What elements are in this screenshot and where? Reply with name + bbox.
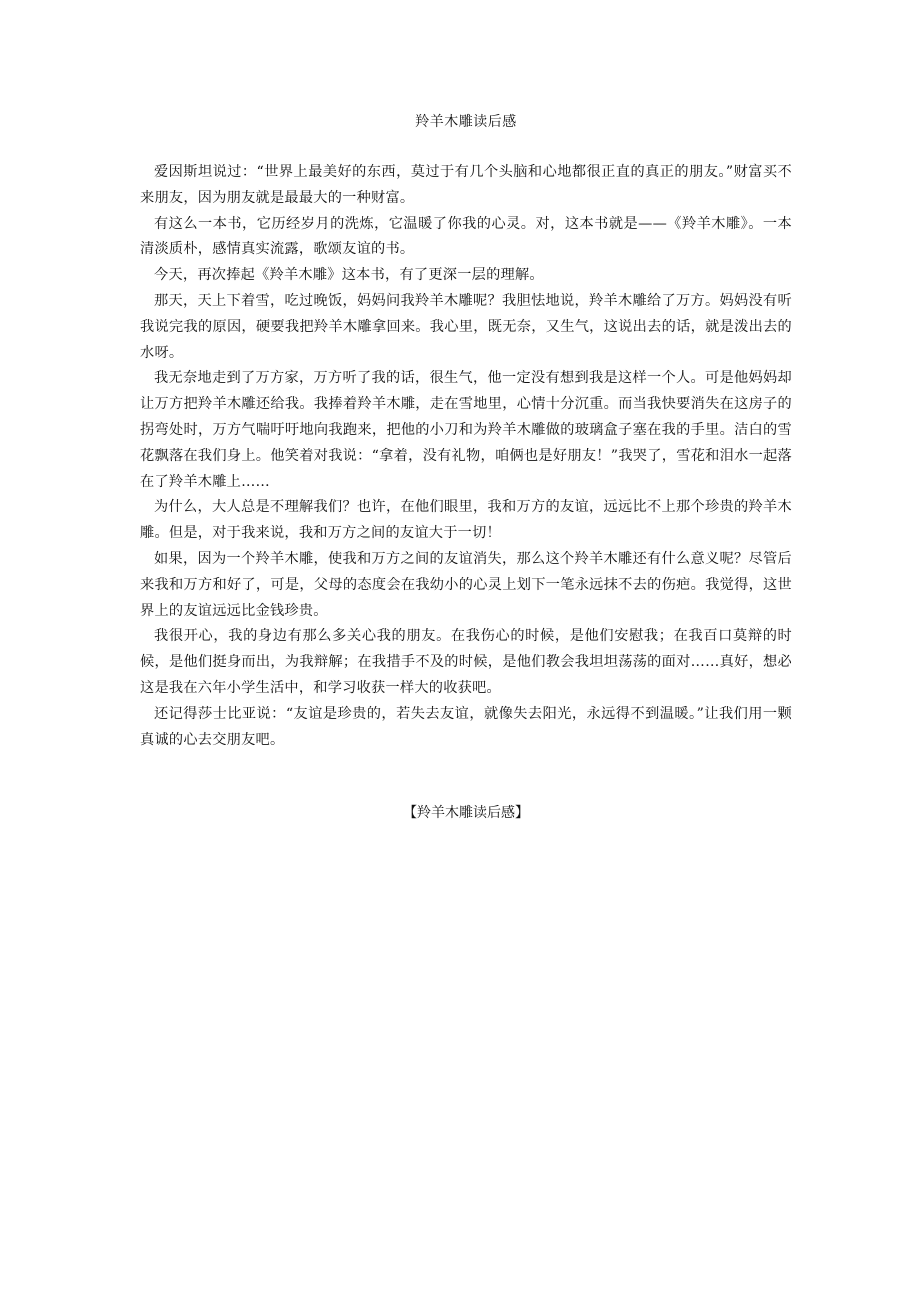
document-title: 羚羊木雕读后感 [415, 114, 517, 130]
paragraph-2: 有这么一本书，它历经岁月的洗炼，它温暖了你我的心灵。对，这本书就是——《羚羊木雕》。一本清淡质朴，感情真实流露，歌颂友谊的书。 [140, 215, 792, 258]
paragraph-5: 我无奈地走到了万方家，万方听了我的话，很生气，他一定没有想到我是这样一个人。可是他妈妈却让万方把羚羊木雕还给我。我捧着羚羊木雕，走在雪地里，心情十分沉重。而当我快要消失在这房子的拐弯处时，万方气喘吁吁地向我跑来，把他的小刀和为羚羊木雕做的玻璃盒子塞在我的手里。洁白的雪花飘落在我们身上。他笑着对我说：“拿着，没有礼物，咱俩也是好朋友！”我哭了，雪花和泪水一起落在了羚羊木雕上…… [140, 370, 792, 490]
paragraph-8: 我很开心，我的身边有那么多关心我的朋友。在我伤心的时候，是他们安慰我；在我百口莫辩的时候，是他们挺身而出，为我辩解；在我措手不及的时候，是他们教会我坦坦荡荡的面对……真好，想必这是我在六年小学生活中，和学习收获一样大的收获吧。 [140, 628, 792, 696]
paragraph-4: 那天，天上下着雪，吃过晚饭，妈妈问我羚羊木雕呢？我胆怯地说，羚羊木雕给了万方。妈妈没有听我说完我的原因，硬要我把羚羊木雕拿回来。我心里，既无奈，又生气，这说出去的话，就是泼出去的水呀。 [140, 292, 792, 361]
paragraph-7: 如果，因为一个羚羊木雕，使我和万方之间的友谊消失，那么这个羚羊木雕还有什么意义呢？尽管后来我和万方和好了，可是，父母的态度会在我幼小的心灵上划下一笔永远抹不去的伤疤。我觉得，这世界上的友谊远远比金钱珍贵。 [140, 550, 792, 619]
paragraph-6: 为什么，大人总是不理解我们？也许，在他们眼里，我和万方的友谊，远远比不上那个珍贵的羚羊木雕。但是，对于我来说，我和万方之间的友谊大于一切！ [140, 499, 792, 542]
document-body [140, 112, 792, 753]
footer-title: 【羚羊木雕读后感】 [403, 805, 529, 821]
paragraph-3: 今天，再次捧起《羚羊木雕》这本书，有了更深一层的理解。 [154, 267, 544, 284]
paragraph-1: 爱因斯坦说过：“世界上最美好的东西，莫过于有几个头脑和心地都很正直的真正的朋友。”财富买不来朋友，因为朋友就是最最大的一种财富。 [140, 164, 792, 206]
paragraph-9: 还记得莎士比亚说：“友谊是珍贵的，若失去友谊，就像失去阳光，永远得不到温暖。”让我们用一颗真诚的心去交朋友吧。 [140, 705, 792, 748]
